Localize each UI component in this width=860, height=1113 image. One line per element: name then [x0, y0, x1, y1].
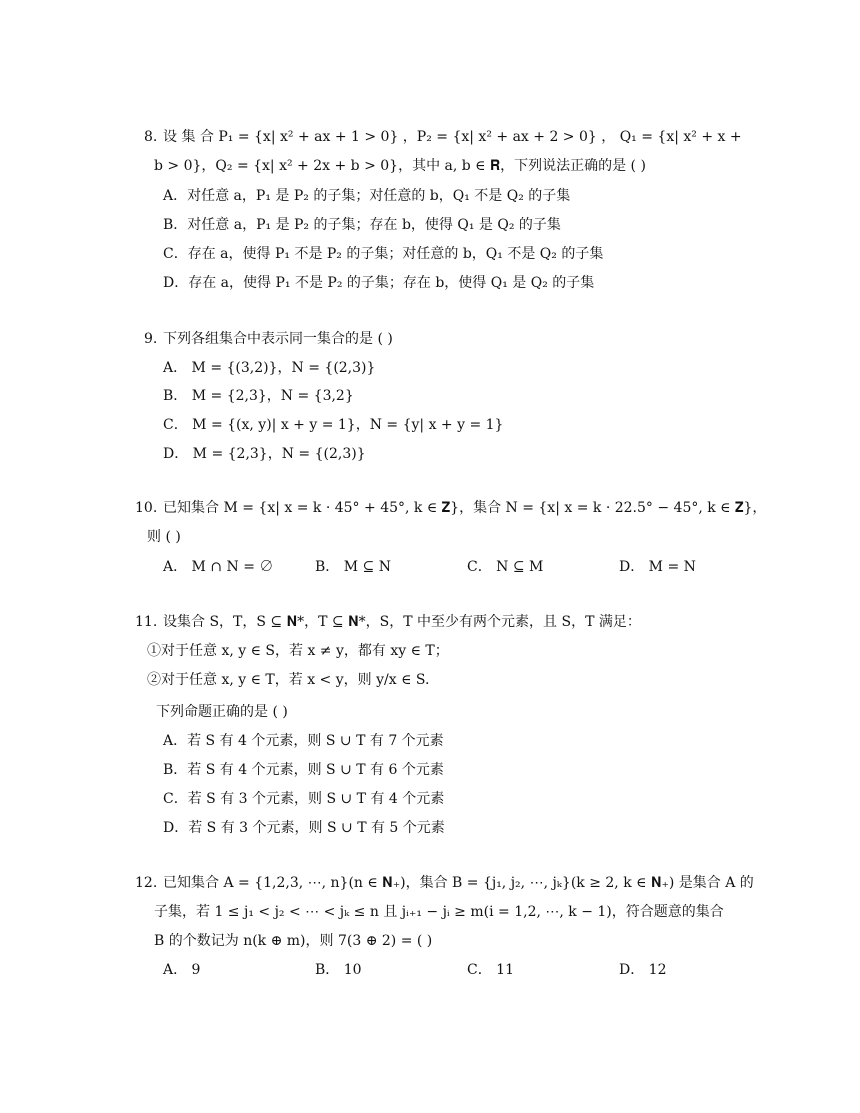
q11-number: 11. — [135, 614, 158, 630]
q12-option-a: A． 9 — [163, 962, 201, 978]
q11-option-b: B．若 S 有 4 个元素，则 S ∪ T 有 6 个元素 — [163, 762, 444, 778]
q11-stem: 设集合 S，T，S ⊆ 𝐍*，T ⊆ 𝐍*，S，T 中至少有两个元素，且 S，T 满足： — [163, 614, 641, 630]
q9-option-a: A． M = {(3,2)}，N = {(2,3)} — [163, 360, 376, 376]
q11-option-c: C．若 S 有 3 个元素，则 S ∪ T 有 4 个元素 — [163, 791, 445, 807]
q8-option-b: B．对任意 a，P₁ 是 P₂ 的子集；存在 b，使得 Q₁ 是 Q₂ 的子集 — [163, 217, 561, 233]
q8-option-d: D．存在 a，使得 P₁ 不是 P₂ 的子集；存在 b，使得 Q₁ 是 Q₂ 的子集 — [163, 275, 595, 291]
q11-option-d: D．若 S 有 3 个元素，则 S ∪ T 有 5 个元素 — [163, 820, 445, 836]
q9-option-b: B． M = {2,3}，N = {3,2} — [163, 388, 354, 404]
q10-stem-line2: 则 ( ) — [147, 529, 181, 545]
q11-condition-1: ①对于任意 x, y ∈ S，若 x ≠ y，都有 xy ∈ T； — [147, 643, 449, 659]
q8-option-c: C．存在 a，使得 P₁ 不是 P₂ 的子集；对任意的 b，Q₁ 不是 Q₂ 的子集 — [163, 246, 604, 262]
q9-stem: 下列各组集合中表示同一集合的是 ( ) — [163, 331, 393, 347]
q9-option-d: D． M = {2,3}，N = {(2,3)} — [163, 446, 366, 462]
q12-stem-line1: 已知集合 A = {1,2,3, ⋯, n}(n ∈ 𝐍₊)，集合 B = {j₁, j₂, ⋯, jₖ}(k ≥ 2, k ∈ 𝐍₊) 是集合 A 的 — [163, 875, 754, 891]
q11-condition-2: ②对于任意 x, y ∈ T，若 x < y，则 y/x ∈ S. — [147, 672, 430, 688]
q10-option-a: A． M ∩ N = ∅ — [163, 559, 274, 575]
q12-number: 12. — [135, 875, 158, 891]
q8-stem-line2: b > 0}，Q₂ = {x| x² + 2x + b > 0}，其中 a, b ∈ 𝐑，下列说法正确的是 ( ) — [154, 158, 646, 174]
q10-stem-line1: 已知集合 M = {x| x = k · 45° + 45°, k ∈ 𝐙}，集合 N = {x| x = k · 22.5° − 45°, k ∈ 𝐙}， — [163, 500, 767, 516]
q10-number: 10. — [135, 500, 158, 516]
q11-prompt: 下列命题正确的是 ( ) — [156, 704, 288, 720]
q10-option-c: C． N ⊆ M — [467, 559, 544, 575]
q12-stem-line2: 子集，若 1 ≤ j₁ < j₂ < ⋯ < jₖ ≤ n 且 jᵢ₊₁ − jᵢ ≥ m(i = 1,2, ⋯, k − 1)，符合题意的集合 — [154, 904, 724, 920]
q12-option-b: B． 10 — [315, 962, 362, 978]
q8-number: 8. — [144, 129, 158, 145]
q8-stem-line1: 设 集 合 P₁ = {x| x² + ax + 1 > 0} ，P₂ = {x| x² + ax + 2 > 0} ， Q₁ = {x| x² + x + — [163, 129, 742, 145]
q9-option-c: C． M = {(x, y)| x + y = 1}，N = {y| x + y = 1} — [163, 417, 504, 433]
q9-number: 9. — [144, 331, 158, 347]
q10-option-d: D． M = N — [619, 559, 696, 575]
q8-option-a: A．对任意 a，P₁ 是 P₂ 的子集；对任意的 b，Q₁ 不是 Q₂ 的子集 — [163, 188, 571, 204]
q12-option-d: D． 12 — [619, 962, 667, 978]
q10-option-b: B． M ⊆ N — [315, 559, 391, 575]
q11-option-a: A．若 S 有 4 个元素，则 S ∪ T 有 7 个元素 — [163, 733, 444, 749]
q12-option-c: C． 11 — [467, 962, 514, 978]
q12-stem-line3: B 的个数记为 n(k ⊕ m)，则 7(3 ⊕ 2) = ( ) — [154, 933, 433, 949]
